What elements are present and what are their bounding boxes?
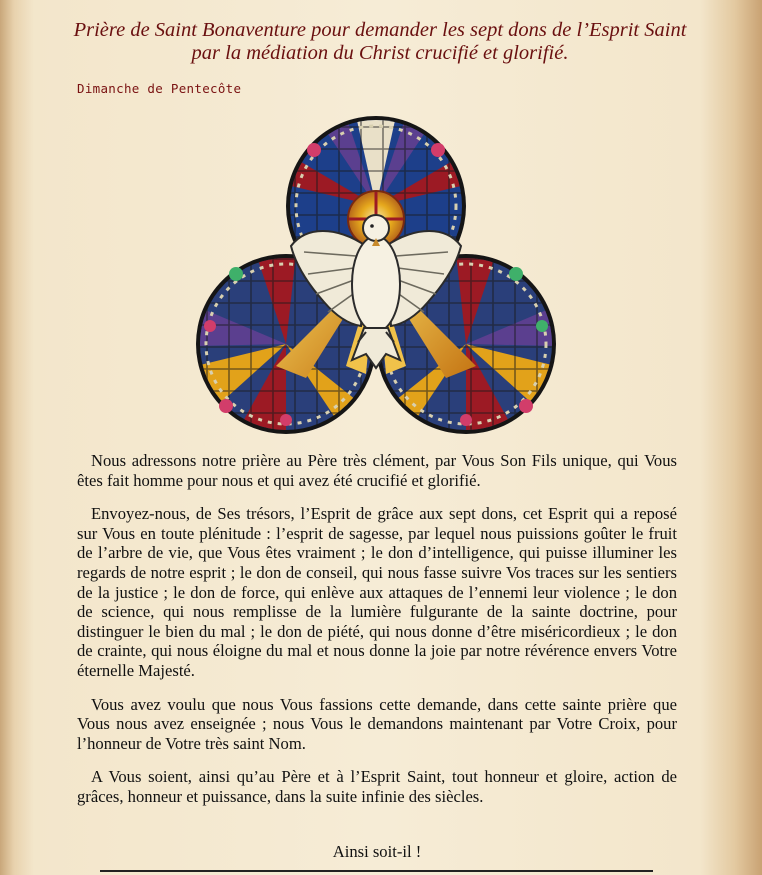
paragraph-2: Envoyez-nous, de Ses trésors, l’Esprit de grâce aux sept dons, cet Esprit qui a reposé sur Vous en toute plénitude : l’esprit de sagesse, par lequel nous puissions goûter le fruit de l’arbre de vie, que Vous êtes vraiment ; le don d’intelligence, qui puisse illuminer les regards de notre esprit ; le don de conseil, qui nous fasse suivre Vos traces sur les sentiers de la justice ; le don de force, qui enlève aux attaques de l’ennemi leur violence ; le don de science, qui nous remplisse de la lumière fulgurante de la sainte doctrine, pour distinguer le bien du mal ; le don de piété, qui nous donne d’être miséricordieux ; le don de crainte, qui nous éloigne du mal et nous donne la joie par notre révérence envers Votre éternelle Majesté. — [77, 504, 677, 680]
stained-glass-window — [196, 116, 556, 436]
closing-line: Ainsi soit-il ! — [332, 842, 422, 861]
stained-glass-image — [196, 116, 556, 436]
paragraph-1: Nous adressons notre prière au Père très clément, par Vous Son Fils unique, qui Vous êtes fait homme pour nous et qui avez été crucifié et glorifié. — [77, 451, 677, 490]
page-subtitle: Dimanche de Pentecôte — [77, 81, 242, 96]
paragraph-3: Vous avez voulu que nous Vous fassions cette demande, dans cette sainte prière que Vous nous avez enseignée ; nous Vous le demandons maintenant par Votre Croix, pour l’honneur de Votre très saint Nom. — [77, 694, 677, 753]
divider — [100, 870, 653, 872]
prayer-text — [77, 451, 677, 821]
paragraph-4: A Vous soient, ainsi qu’au Père et à l’Esprit Saint, tout honneur et gloire, action de grâces, honneur et puissance, dans la suite infinie des siècles. — [77, 767, 677, 806]
page-title: Prière de Saint Bonaventure pour demander les sept dons de l’Esprit Saint par la médiation du Christ crucifié et glorifié. — [73, 19, 687, 64]
